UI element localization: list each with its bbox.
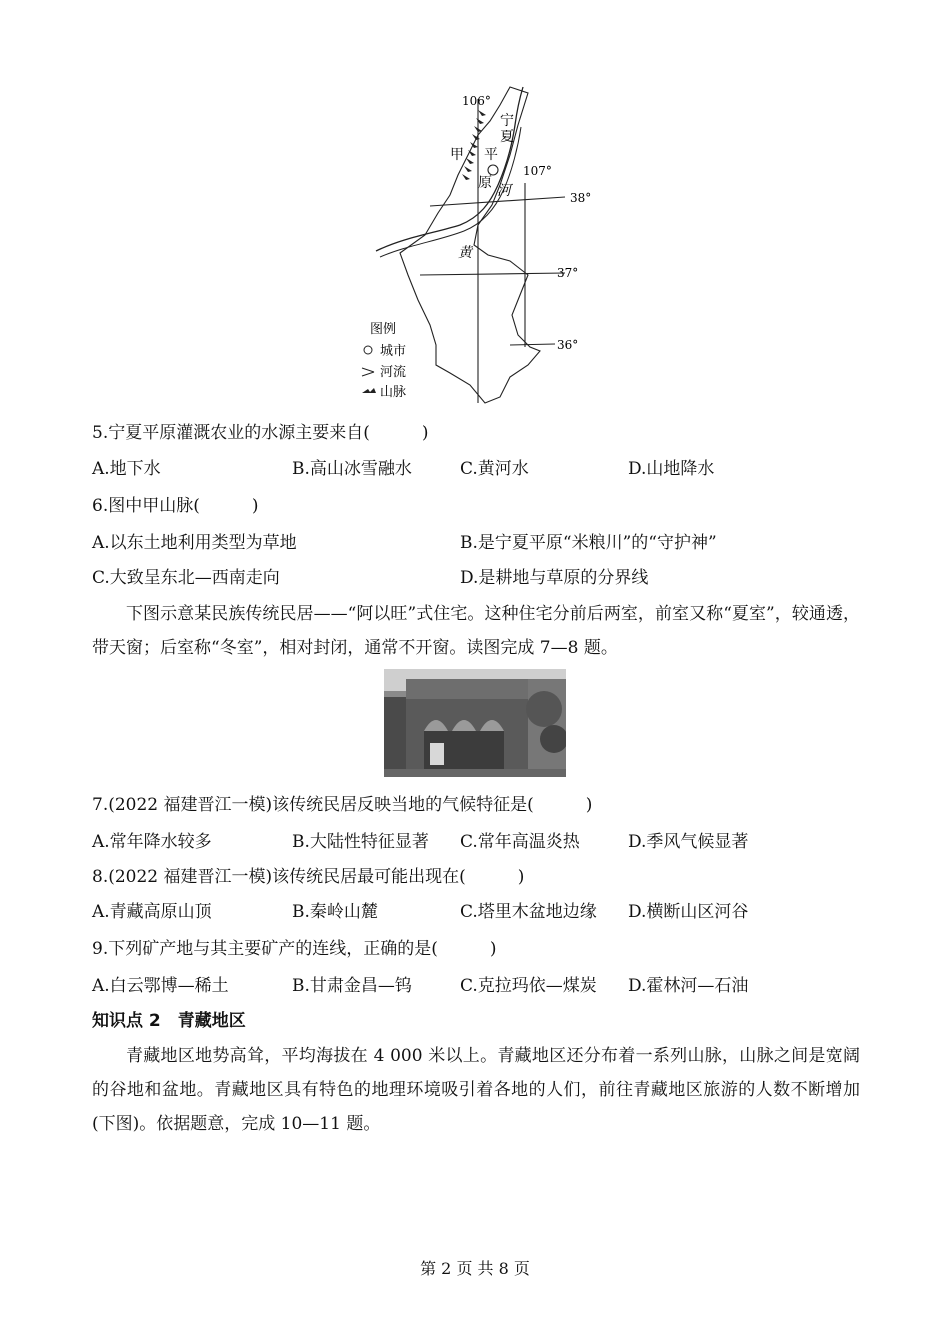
lat-36-label: 36° — [557, 338, 579, 352]
legend-title: 图例 — [370, 322, 397, 337]
question-5: 5.宁夏平原灌溉农业的水源主要来自( ) — [92, 423, 429, 443]
parallel-36 — [510, 344, 555, 345]
q6-option-b: B.是宁夏平原“米粮川”的“守护神” — [460, 533, 717, 553]
q6-option-a: A.以东土地利用类型为草地 — [92, 533, 297, 553]
lon-106-label: 106° — [462, 94, 491, 108]
label-yuan: 原 — [478, 175, 492, 191]
yellow-river — [376, 87, 523, 251]
section-2-heading: 知识点 2 青藏地区 — [92, 1011, 246, 1031]
legend-city-icon — [364, 346, 372, 354]
legend-mountain: 山脉 — [380, 385, 407, 400]
label-ping: 平 — [484, 147, 498, 163]
label-he: 河 — [497, 183, 511, 199]
question-8-stem: 8.(2022 福建晋江一模)该传统民居最可能出现在( — [92, 867, 466, 887]
q5-option-d: D.山地降水 — [628, 459, 715, 479]
label-jia: 甲 — [450, 147, 464, 163]
q6-option-c: C.大致呈东北—西南走向 — [92, 568, 280, 588]
q5-option-a: A.地下水 — [92, 459, 161, 479]
legend-city: 城市 — [380, 344, 407, 359]
label-huang: 黄 — [458, 245, 472, 261]
question-8: 8.(2022 福建晋江一模)该传统民居最可能出现在( ) — [92, 867, 525, 887]
lat-37-label: 37° — [557, 266, 579, 280]
city-yinchuan — [488, 165, 498, 175]
q7-option-a: A.常年降水较多 — [92, 832, 212, 852]
q9-option-d: D.霍林河—石油 — [628, 976, 749, 996]
q8-option-b: B.秦岭山麓 — [292, 902, 378, 922]
page-footer: 第 2 页 共 8 页 — [420, 1259, 530, 1278]
q8-option-a: A.青藏高原山顶 — [92, 902, 212, 922]
label-xia: 夏 — [500, 129, 514, 145]
legend-river-icon — [362, 368, 374, 376]
q9-option-c: C.克拉玛依—煤炭 — [460, 976, 597, 996]
q5-option-b: B.高山冰雪融水 — [292, 459, 412, 479]
legend-river: 河流 — [380, 365, 407, 380]
ningxia-map — [360, 85, 600, 410]
q7-option-d: D.季风气候显著 — [628, 832, 749, 852]
question-7: 7.(2022 福建晋江一模)该传统民居反映当地的气候特征是( ) — [92, 795, 593, 815]
question-5-stem: 5.宁夏平原灌溉农业的水源主要来自( — [92, 423, 370, 443]
lon-107-label: 107° — [523, 164, 552, 178]
q9-option-b: B.甘肃金昌—钨 — [292, 976, 412, 996]
intro-paragraph-7-8: 下图示意某民族传统民居——“阿以旺”式住宅。这种住宅分前后两室，前室又称“夏室”，较通透，带天窗；后室称“冬室”，相对封闭，通常不开窗。读图完成 7—8 题。 — [92, 604, 860, 658]
question-9: 9.下列矿产地与其主要矿产的连线，正确的是( ) — [92, 939, 497, 959]
label-ning: 宁 — [500, 113, 514, 129]
question-7-stem: 7.(2022 福建晋江一模)该传统民居反映当地的气候特征是( — [92, 795, 534, 815]
question-6: 6.图中甲山脉( ) — [92, 496, 259, 516]
q9-option-a: A.白云鄂博—稀土 — [92, 976, 229, 996]
aiyiwang-house-photo — [384, 669, 566, 777]
mountain-range-jia — [462, 110, 486, 180]
question-9-stem: 9.下列矿产地与其主要矿产的连线，正确的是( — [92, 939, 438, 959]
parallel-37 — [420, 273, 565, 275]
q7-option-c: C.常年高温炎热 — [460, 832, 580, 852]
question-6-stem: 6.图中甲山脉( — [92, 496, 200, 516]
section-2-paragraph: 青藏地区地势高耸，平均海拔在 4 000 米以上。青藏地区还分布着一系列山脉，山脉之间是宽阔的谷地和盆地。青藏地区具有特色的地理环境吸引着各地的人们，前往青藏地区旅游的人数不断增加(下图)。依据题意，完成 10—11 题。 — [92, 1046, 860, 1134]
q8-option-d: D.横断山区河谷 — [628, 902, 749, 922]
q6-option-d: D.是耕地与草原的分界线 — [460, 568, 649, 588]
legend-mountain-icon — [362, 388, 376, 393]
q8-option-c: C.塔里木盆地边缘 — [460, 902, 597, 922]
q5-option-c: C.黄河水 — [460, 459, 529, 479]
q7-option-b: B.大陆性特征显著 — [292, 832, 429, 852]
lat-38-label: 38° — [570, 191, 592, 205]
